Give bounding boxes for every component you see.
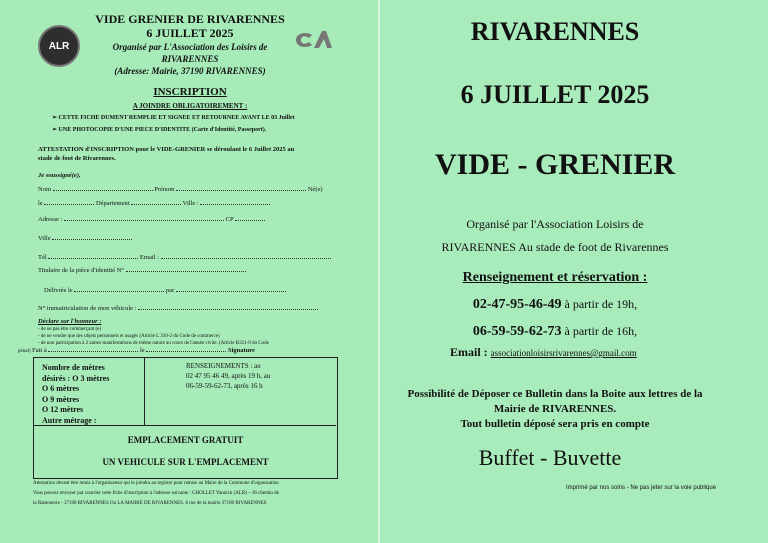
event-title: VIDE - GRENIER: [434, 148, 676, 181]
footer-line-2: Vous pouvez envoyer par courrier cette fiche d'inscription à l'adresse suivante : CHOLLET Yannick (ALR) – 36 chemin de: [33, 491, 279, 496]
declare-heading: Déclare sur l'honneur :: [38, 318, 102, 325]
depot-line3: Tout bulletin déposé sera pris en compte: [460, 418, 650, 430]
form-row-immat: [38, 305, 318, 312]
signature-label: Signature: [227, 347, 255, 354]
left-title: VIDE GRENIER DE RIVARENNES: [95, 12, 285, 26]
phone-row-1: [390, 297, 720, 313]
birth-ville-label: Ville :: [182, 200, 199, 207]
metres-option-12[interactable]: O 12 mètres: [42, 405, 84, 414]
form-row-titulaire: [38, 267, 246, 274]
metres-option-9[interactable]: O 9 mètres: [42, 394, 80, 404]
immat-field[interactable]: [138, 309, 318, 310]
page-fold: [378, 0, 380, 543]
par-field[interactable]: [176, 291, 286, 292]
nom-label: Nom: [38, 186, 51, 193]
departement-label: Département: [95, 200, 130, 207]
rens-box-line1: 02 47 95 46 49, après 19 h, au: [186, 372, 271, 380]
metres-option-6[interactable]: O 6 mètres: [42, 384, 80, 393]
footer-line-3: la Ramonerie - 37190 RIVARENNES Ou LA MAIRIE DE RIVARENNES. 8 rue de la mairie 37190 RIVARENNES: [33, 501, 267, 506]
form-row-adresse: [38, 216, 265, 223]
form-row-delivree: [44, 287, 286, 294]
soussigne-label: Je soussigné(e),: [38, 172, 81, 179]
rens-title: Renseignement et réservation :: [462, 270, 648, 285]
delivree-field[interactable]: [74, 291, 164, 292]
attestation-line2: stade de foot de Rivarennes.: [38, 155, 116, 162]
fait-le-label: le: [140, 347, 145, 354]
rens-box-title: RENSEIGNEMENTS : au: [186, 362, 261, 370]
delivree-label: Délivrée le: [44, 287, 73, 294]
titulaire-label: Titulaire de la pièce d'identité N°: [38, 267, 125, 274]
form-row-ville: [38, 235, 132, 242]
form-row-nom: [38, 186, 323, 193]
phone-row-2: [390, 324, 720, 340]
bullet-1-text: CETTE FICHE DUMENT REMPLIE ET SIGNEE ET RETOURNEE AVANT LE 03 Juillet: [58, 115, 295, 121]
le-label: le: [38, 200, 43, 207]
prenom-field[interactable]: [176, 190, 306, 191]
left-org-line2: RIVARENNES: [161, 54, 219, 64]
ville-label: Ville: [38, 235, 51, 242]
nom-field[interactable]: [53, 190, 153, 191]
fait-a-field[interactable]: [48, 351, 138, 352]
cp-field[interactable]: [235, 220, 265, 221]
bullet-1: ➢ CETTE FICHE DUMENT REMPLIE ET SIGNEE ET RETOURNEE AVANT LE 03 Juillet: [52, 115, 295, 121]
fait-le-field[interactable]: [146, 351, 226, 352]
birth-ville-field[interactable]: [200, 204, 270, 205]
ne-label: Né(e): [307, 186, 323, 193]
form-row-tel: [38, 254, 331, 261]
cp-label: CP: [225, 216, 234, 223]
fait-row: [18, 347, 255, 354]
form-row-naissance: [38, 200, 270, 207]
email-row-label: Email :: [450, 345, 488, 359]
depot-line1: Possibilité de Déposer ce Bulletin dans la Boite aux lettres de la: [407, 388, 703, 400]
tel-label: Tél: [38, 254, 47, 261]
birth-date-field[interactable]: [44, 204, 94, 205]
immat-label: N° immatriculation de mon véhicule :: [38, 305, 137, 312]
email-label: Email :: [139, 254, 159, 261]
phone-2[interactable]: 06-59-59-62-73: [472, 324, 562, 339]
adresse-field[interactable]: [64, 220, 224, 221]
left-org-line1: Organisé par L'Association des Loisirs de: [112, 42, 268, 52]
event-date: 6 JUILLET 2025: [460, 80, 650, 109]
box-divider-vertical: [144, 357, 145, 425]
metres-option-3[interactable]: désirés : O 3 mètres: [42, 373, 110, 383]
bullet-2: ➢ UNE PHOTOCOPIE D'UNE PIECE D'IDENTITE (Carte d'Identité, Passeport).: [52, 127, 267, 133]
buffet-buvette: Buffet - Buvette: [478, 445, 622, 470]
organiser-line2: RIVARENNES Au stade de foot de Rivarennes: [441, 240, 669, 254]
phone-1-hours: à partir de 19h,: [561, 297, 638, 311]
departement-field[interactable]: [131, 204, 181, 205]
tel-field[interactable]: [48, 258, 138, 259]
email-link[interactable]: associationloisirsrivarennes@gmail.com: [490, 348, 637, 358]
left-date: 6 JUILLET 2025: [146, 26, 234, 40]
email-field[interactable]: [161, 258, 331, 259]
email-row: [450, 345, 637, 360]
adresse-label: Adresse :: [38, 216, 63, 223]
phone-2-hours: à partir de 16h,: [561, 324, 638, 338]
ville-field[interactable]: [52, 239, 132, 240]
declare-item-3: - de non participation à 2 autres manifestations de même nature au cours de l'année civile. (Article R321-9 du Code: [38, 341, 269, 346]
metres-autre[interactable]: Autre métrage :: [42, 415, 97, 425]
imprime-note: Imprimé par nos soins - Ne pas jeter sur la voie publique: [566, 485, 717, 491]
organiser-line1: Organisé par l'Association Loisirs de: [466, 217, 644, 231]
alr-logo-text: ALR: [48, 40, 70, 52]
phone-1[interactable]: 02-47-95-46-49: [472, 297, 562, 312]
town-title: RIVARENNES: [470, 17, 640, 46]
vehicule-text: UN VEHICULE SUR L'EMPLACEMENT: [102, 457, 269, 467]
penal-text: pénal): [18, 349, 31, 354]
rens-box: [186, 361, 270, 391]
declare-item-2: - de ne vendre que des objets personnels et usagés (Article L 310-2 du Code de commerce): [38, 334, 220, 339]
prenom-label: Prénom: [154, 186, 175, 193]
metres-title: Nombre de mètres: [42, 363, 105, 372]
emplacement-gratuit: EMPLACEMENT GRATUIT: [127, 435, 244, 445]
attestation-line1: ATTESTATION d'INSCRIPTION pour le VIDE-GRENIER se déroulant le 6 Juillet 2025 au: [38, 146, 295, 153]
footer-line-1: Attestation devant être remis à l'organisateur qui le joindra au registre pour remise au Maire de la Commune d'organisation: [33, 481, 279, 486]
bullet-2-text: UNE PHOTOCOPIE D'UNE PIECE D'IDENTITE (Carte d'Identité, Passeport).: [58, 127, 267, 133]
rens-box-line2: 06-59-59-62-73, après 16 h: [186, 382, 263, 390]
a-joindre-heading: A JOINDRE OBLIGATOIREMENT :: [132, 102, 248, 110]
declare-item-1: - de ne pas être commerçant (e): [38, 327, 102, 332]
depot-line2: Mairie de RIVARENNES.: [493, 403, 617, 415]
par-label: par: [165, 287, 175, 294]
left-address: (Adresse: Mairie, 37190 RIVARENNES): [114, 66, 266, 76]
fait-a-label: Fait à: [32, 347, 47, 354]
id-number-field[interactable]: [126, 271, 246, 272]
metres-options: [42, 363, 109, 426]
inscription-heading: INSCRIPTION: [153, 86, 227, 98]
